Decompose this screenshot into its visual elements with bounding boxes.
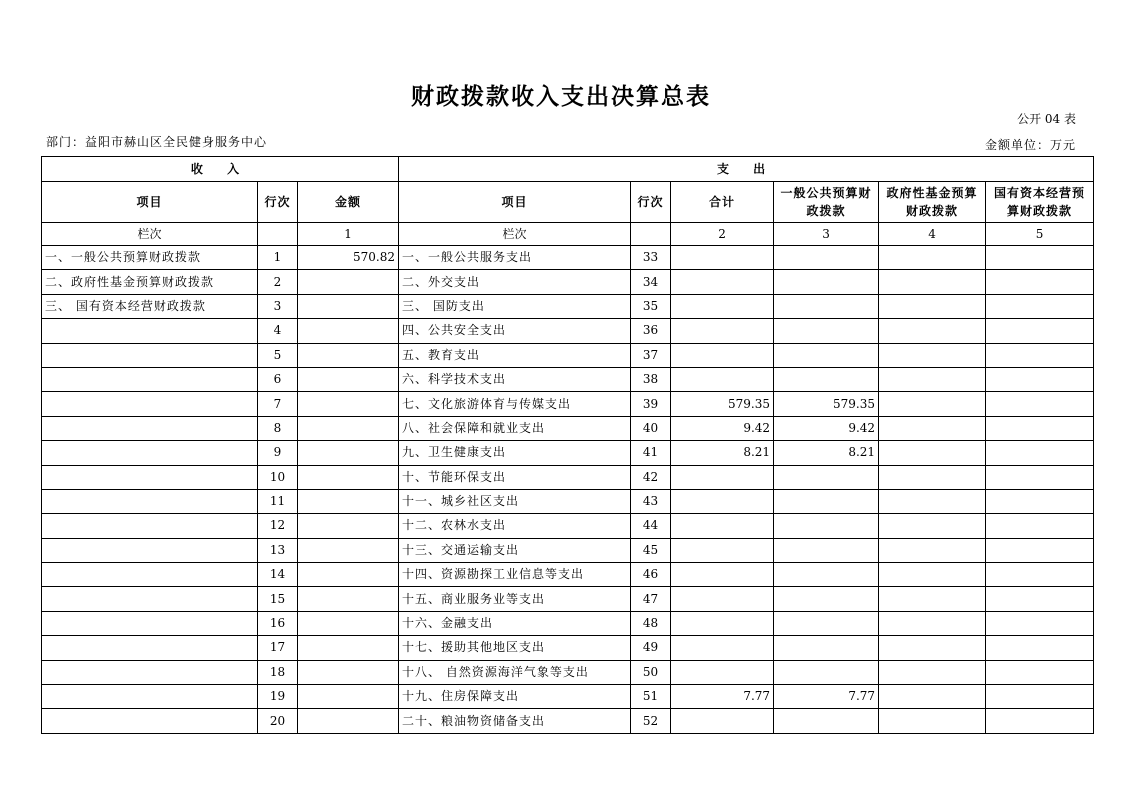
income-item-cell: 三、 国有资本经营财政拨款 — [42, 294, 258, 318]
state-capital-cell — [986, 246, 1094, 270]
total-cell — [671, 465, 774, 489]
income-amount-cell — [298, 465, 399, 489]
gov-fund-header: 政府性基金预算财政拨款 — [879, 182, 986, 223]
income-item-cell — [42, 367, 258, 391]
state-capital-cell — [986, 270, 1094, 294]
state-capital-cell — [986, 489, 1094, 513]
expense-item-cell: 十二、农林水支出 — [399, 514, 631, 538]
state-capital-cell — [986, 343, 1094, 367]
table-row — [42, 489, 1094, 513]
expense-row-no-cell: 37 — [631, 343, 671, 367]
income-row-no-cell: 15 — [258, 587, 298, 611]
income-amount-cell — [298, 270, 399, 294]
general-budget-cell — [774, 636, 879, 660]
income-row-no-cell: 11 — [258, 489, 298, 513]
gov-fund-cell — [879, 416, 986, 440]
gov-fund-cell — [879, 489, 986, 513]
total-cell: 7.77 — [671, 685, 774, 709]
expense-item-header: 项目 — [399, 182, 631, 223]
expense-item-cell: 十三、交通运输支出 — [399, 538, 631, 562]
total-cell — [671, 587, 774, 611]
gov-fund-cell — [879, 465, 986, 489]
income-amount-cell — [298, 563, 399, 587]
income-amount-cell — [298, 514, 399, 538]
income-section-header: 收 入 — [42, 157, 399, 182]
expense-row-no-header: 行次 — [631, 182, 671, 223]
income-amount-cell — [298, 611, 399, 635]
expense-item-cell: 二十、粮油物资储备支出 — [399, 709, 631, 733]
gov-fund-cell — [879, 563, 986, 587]
general-index: 3 — [774, 223, 879, 246]
income-row-no-cell: 7 — [258, 392, 298, 416]
income-row-no-cell: 1 — [258, 246, 298, 270]
general-budget-cell — [774, 514, 879, 538]
total-cell — [671, 611, 774, 635]
expense-row-no-cell: 33 — [631, 246, 671, 270]
table-row — [42, 416, 1094, 440]
general-budget-cell — [774, 563, 879, 587]
general-budget-cell — [774, 319, 879, 343]
expense-section-header: 支 出 — [399, 157, 1094, 182]
income-item-cell — [42, 441, 258, 465]
general-budget-cell — [774, 538, 879, 562]
form-number: 公开 04 表 — [1017, 112, 1076, 126]
gov-fund-cell — [879, 538, 986, 562]
total-cell — [671, 294, 774, 318]
state-capital-index: 5 — [986, 223, 1094, 246]
expense-row-no-cell: 36 — [631, 319, 671, 343]
income-item-cell — [42, 514, 258, 538]
expense-row-no-cell: 39 — [631, 392, 671, 416]
income-amount-cell — [298, 538, 399, 562]
general-budget-cell — [774, 587, 879, 611]
general-budget-cell — [774, 270, 879, 294]
state-capital-cell — [986, 636, 1094, 660]
total-cell — [671, 709, 774, 733]
expense-row-no-cell: 51 — [631, 685, 671, 709]
income-item-cell — [42, 611, 258, 635]
gov-fund-cell — [879, 246, 986, 270]
income-amount-cell — [298, 392, 399, 416]
income-row-no-cell: 6 — [258, 367, 298, 391]
page-title: 财政拨款收入支出决算总表 — [411, 83, 711, 110]
income-row-no-cell: 5 — [258, 343, 298, 367]
expense-item-cell: 四、公共安全支出 — [399, 319, 631, 343]
gov-fund-index: 4 — [879, 223, 986, 246]
table-row — [42, 367, 1094, 391]
gov-fund-cell — [879, 587, 986, 611]
expense-item-cell: 八、社会保障和就业支出 — [399, 416, 631, 440]
income-row-no-cell: 17 — [258, 636, 298, 660]
income-item-cell — [42, 587, 258, 611]
general-budget-cell — [774, 343, 879, 367]
income-amount-cell — [298, 319, 399, 343]
income-row-no-cell: 19 — [258, 685, 298, 709]
income-row-no-cell: 18 — [258, 660, 298, 684]
expense-item-cell: 二、外交支出 — [399, 270, 631, 294]
income-item-cell — [42, 563, 258, 587]
total-header: 合计 — [671, 182, 774, 223]
expense-item-cell: 十、节能环保支出 — [399, 465, 631, 489]
income-row-no-cell: 8 — [258, 416, 298, 440]
table-row — [42, 587, 1094, 611]
expense-item-cell: 十一、城乡社区支出 — [399, 489, 631, 513]
gov-fund-cell — [879, 685, 986, 709]
expense-item-cell: 一、一般公共服务支出 — [399, 246, 631, 270]
state-capital-cell — [986, 587, 1094, 611]
income-row-no-cell: 12 — [258, 514, 298, 538]
total-cell: 8.21 — [671, 441, 774, 465]
state-capital-cell — [986, 441, 1094, 465]
total-cell — [671, 367, 774, 391]
expense-item-cell: 十八、 自然资源海洋气象等支出 — [399, 660, 631, 684]
state-capital-cell — [986, 416, 1094, 440]
department-label: 部门：益阳市赫山区全民健身服务中心 — [46, 135, 268, 149]
gov-fund-cell — [879, 660, 986, 684]
expense-row-no-cell: 43 — [631, 489, 671, 513]
income-amount-cell — [298, 489, 399, 513]
table-row — [42, 636, 1094, 660]
income-amount-cell — [298, 367, 399, 391]
income-amount-index: 1 — [298, 223, 399, 246]
expense-row-no-cell: 52 — [631, 709, 671, 733]
expense-item-cell: 十五、商业服务业等支出 — [399, 587, 631, 611]
income-amount-cell — [298, 294, 399, 318]
expense-row-no-cell: 46 — [631, 563, 671, 587]
state-capital-cell — [986, 367, 1094, 391]
income-amount-cell — [298, 709, 399, 733]
income-item-cell — [42, 538, 258, 562]
expense-item-cell: 十七、援助其他地区支出 — [399, 636, 631, 660]
expense-row-no-cell: 50 — [631, 660, 671, 684]
gov-fund-cell — [879, 392, 986, 416]
total-index: 2 — [671, 223, 774, 246]
gov-fund-cell — [879, 343, 986, 367]
general-budget-cell — [774, 294, 879, 318]
income-item-cell — [42, 660, 258, 684]
table-row — [42, 246, 1094, 270]
income-row-no-cell: 16 — [258, 611, 298, 635]
income-row-no-cell: 2 — [258, 270, 298, 294]
gov-fund-cell — [879, 270, 986, 294]
general-budget-cell — [774, 611, 879, 635]
income-amount-cell — [298, 441, 399, 465]
general-budget-header: 一般公共预算财政拨款 — [774, 182, 879, 223]
expense-item-cell: 五、教育支出 — [399, 343, 631, 367]
income-amount-cell — [298, 636, 399, 660]
general-budget-cell — [774, 660, 879, 684]
expense-row-no-cell: 40 — [631, 416, 671, 440]
gov-fund-cell — [879, 709, 986, 733]
expense-item-cell: 十六、金融支出 — [399, 611, 631, 635]
table-row — [42, 441, 1094, 465]
income-amount-cell — [298, 685, 399, 709]
general-budget-cell — [774, 367, 879, 391]
expense-row-no-cell: 42 — [631, 465, 671, 489]
income-item-cell — [42, 685, 258, 709]
general-budget-cell: 8.21 — [774, 441, 879, 465]
expense-item-cell: 三、 国防支出 — [399, 294, 631, 318]
expense-row-no-cell: 38 — [631, 367, 671, 391]
gov-fund-cell — [879, 319, 986, 343]
table-row — [42, 660, 1094, 684]
budget-table — [41, 156, 1094, 734]
income-amount-cell: 570.82 — [298, 246, 399, 270]
expense-row-no-cell: 45 — [631, 538, 671, 562]
total-cell — [671, 660, 774, 684]
expense-row-no-cell: 49 — [631, 636, 671, 660]
gov-fund-cell — [879, 514, 986, 538]
income-item-cell — [42, 319, 258, 343]
income-row-no-header: 行次 — [258, 182, 298, 223]
general-budget-cell — [774, 489, 879, 513]
income-index-label: 栏次 — [42, 223, 258, 246]
table-row — [42, 563, 1094, 587]
gov-fund-cell — [879, 611, 986, 635]
table-row — [42, 514, 1094, 538]
expense-row-no-cell: 44 — [631, 514, 671, 538]
general-budget-cell — [774, 246, 879, 270]
expense-item-cell: 六、科学技术支出 — [399, 367, 631, 391]
column-header-row — [42, 182, 1094, 223]
expense-index-label: 栏次 — [399, 223, 631, 246]
income-row-no-cell: 20 — [258, 709, 298, 733]
state-capital-cell — [986, 319, 1094, 343]
state-capital-cell — [986, 514, 1094, 538]
expense-row-no-cell: 47 — [631, 587, 671, 611]
expense-row-no-cell: 35 — [631, 294, 671, 318]
column-index-row — [42, 223, 1094, 246]
income-item-cell — [42, 709, 258, 733]
state-capital-cell — [986, 685, 1094, 709]
state-capital-cell — [986, 660, 1094, 684]
table-row — [42, 685, 1094, 709]
income-amount-cell — [298, 660, 399, 684]
income-row-index — [258, 223, 298, 246]
state-capital-cell — [986, 392, 1094, 416]
income-item-cell — [42, 636, 258, 660]
total-cell — [671, 563, 774, 587]
total-cell: 579.35 — [671, 392, 774, 416]
state-capital-cell — [986, 709, 1094, 733]
table-row — [42, 294, 1094, 318]
table-body — [42, 246, 1094, 734]
table-row — [42, 611, 1094, 635]
general-budget-cell — [774, 465, 879, 489]
expense-item-cell: 十四、资源勘探工业信息等支出 — [399, 563, 631, 587]
table-row — [42, 709, 1094, 733]
income-item-cell: 一、一般公共预算财政拨款 — [42, 246, 258, 270]
amount-unit-label: 金额单位：万元 — [984, 138, 1076, 152]
income-row-no-cell: 13 — [258, 538, 298, 562]
income-row-no-cell: 10 — [258, 465, 298, 489]
income-amount-cell — [298, 587, 399, 611]
expense-item-cell: 九、卫生健康支出 — [399, 441, 631, 465]
income-row-no-cell: 3 — [258, 294, 298, 318]
expense-row-no-cell: 41 — [631, 441, 671, 465]
expense-row-index — [631, 223, 671, 246]
income-item-cell — [42, 392, 258, 416]
table-row — [42, 319, 1094, 343]
total-cell — [671, 270, 774, 294]
income-amount-cell — [298, 416, 399, 440]
expense-item-cell: 七、文化旅游体育与传媒支出 — [399, 392, 631, 416]
total-cell — [671, 514, 774, 538]
general-budget-cell: 9.42 — [774, 416, 879, 440]
gov-fund-cell — [879, 441, 986, 465]
income-row-no-cell: 14 — [258, 563, 298, 587]
table-row — [42, 538, 1094, 562]
total-cell — [671, 319, 774, 343]
section-header-row — [42, 157, 1094, 182]
state-capital-cell — [986, 563, 1094, 587]
income-item-cell — [42, 465, 258, 489]
general-budget-cell: 579.35 — [774, 392, 879, 416]
income-amount-cell — [298, 343, 399, 367]
expense-item-cell: 十九、住房保障支出 — [399, 685, 631, 709]
table-row — [42, 465, 1094, 489]
income-item-cell — [42, 416, 258, 440]
gov-fund-cell — [879, 636, 986, 660]
state-capital-header: 国有资本经营预算财政拨款 — [986, 182, 1094, 223]
table-row — [42, 343, 1094, 367]
state-capital-cell — [986, 465, 1094, 489]
total-cell — [671, 246, 774, 270]
state-capital-cell — [986, 611, 1094, 635]
income-amount-header: 金额 — [298, 182, 399, 223]
table-row — [42, 270, 1094, 294]
total-cell — [671, 636, 774, 660]
income-item-cell: 二、政府性基金预算财政拨款 — [42, 270, 258, 294]
total-cell — [671, 489, 774, 513]
income-item-cell — [42, 489, 258, 513]
income-item-header: 项目 — [42, 182, 258, 223]
general-budget-cell — [774, 709, 879, 733]
income-item-cell — [42, 343, 258, 367]
state-capital-cell — [986, 538, 1094, 562]
table-row — [42, 392, 1094, 416]
gov-fund-cell — [879, 367, 986, 391]
gov-fund-cell — [879, 294, 986, 318]
expense-row-no-cell: 34 — [631, 270, 671, 294]
state-capital-cell — [986, 294, 1094, 318]
general-budget-cell: 7.77 — [774, 685, 879, 709]
total-cell — [671, 538, 774, 562]
income-row-no-cell: 9 — [258, 441, 298, 465]
total-cell: 9.42 — [671, 416, 774, 440]
expense-row-no-cell: 48 — [631, 611, 671, 635]
income-row-no-cell: 4 — [258, 319, 298, 343]
total-cell — [671, 343, 774, 367]
